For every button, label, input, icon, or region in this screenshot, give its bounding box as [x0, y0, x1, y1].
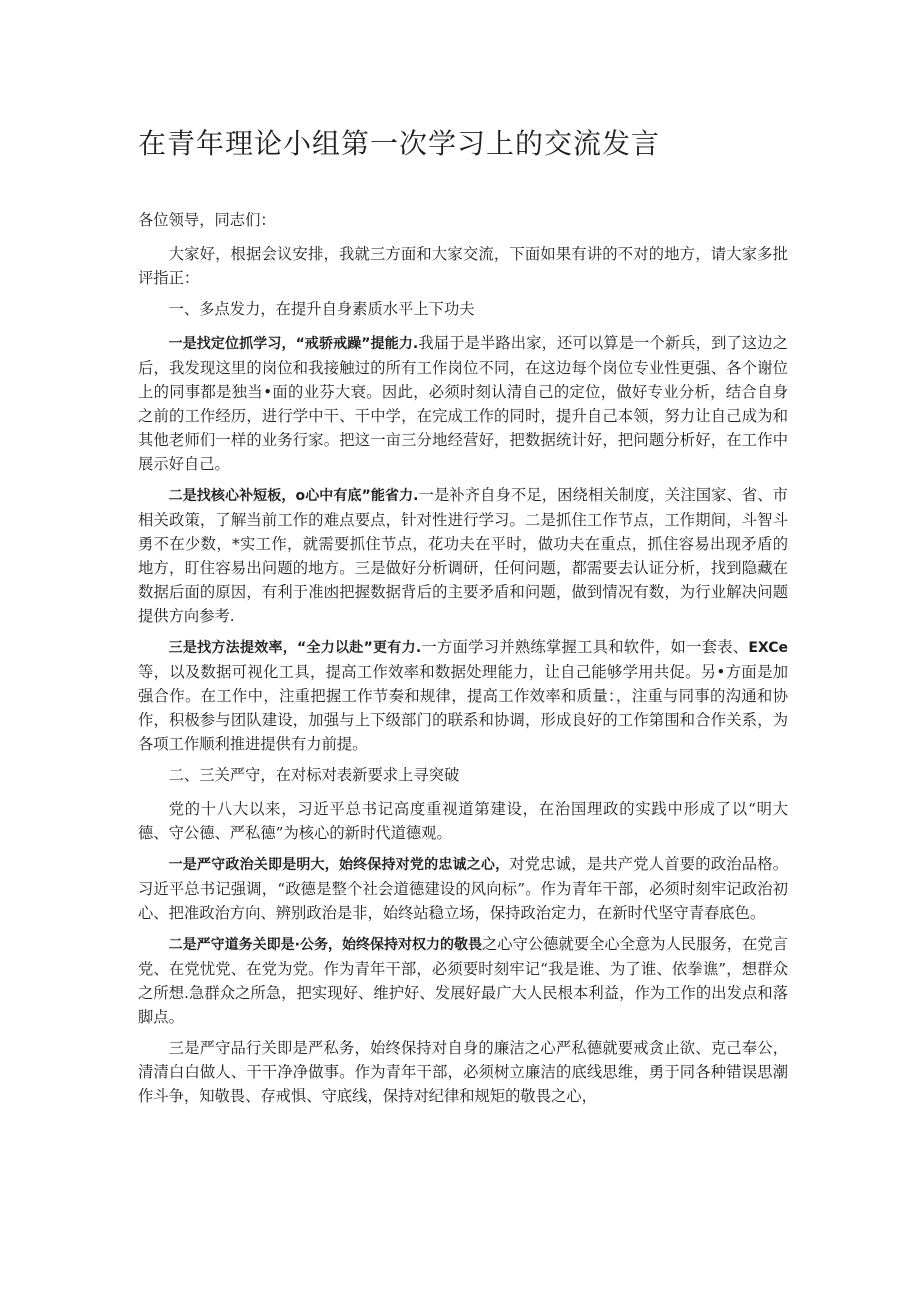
- paragraph-6-lead: 二是严守道务关即是·公务，始终保持对权力的敬畏: [168, 937, 482, 953]
- paragraph-7: 三是严守品行关即是严私务，始终保持对自身的廉洁之心严私德就要戒贪止欲、克己奉公，清清白白做人、干干净净做事。作为青年干部，必须树立廉洁的底线思维，勇于同各种错误思潮作斗争，知敬畏、存戒惧、守底线，保持对纪律和规矩的敬畏之心，: [138, 1039, 788, 1105]
- document-body: [138, 208, 788, 1115]
- paragraph-5-text: 对党忠诚，是共产党人首要的政治品格。习近平总书记强调，“政德是整个社会道德建设的风向标”。作为青年干部，必须时刻牢记政治初心、把准政治方向、辨别政治是非，始终站稳立场，保持政治定力，在新时代坚守青春底色。: [138, 855, 788, 922]
- paragraph-3-text-b: 等，以及数据可视化工具，提高工作效率和数据处理能力，让自己能够学用共促。另•方面是加强合作。在工作中，注重把握工作节奏和规律，提高工作效率和质量：，注重与同事的沟通和协作，积极参与团队建设，加强与上下级部门的联系和协调，形成良好的工作第围和合作关系，为各项工作顺利推进提供有力前提。: [138, 663, 788, 753]
- paragraph-2-lead: 二是找核心补短板，o心中有底”能省力.: [168, 488, 419, 504]
- paragraph-6-text: 之心守公德就要全心全意为人民服务，在党言党、在党忧党、在党为党。作为青年干部，必须要时刻牢记“我是谁、为了谁、依拳谯”，想群众之所想.急群众之所急，把实现好、维护好、发展好最广大人民根本利益，作为工作的出发点和落脚点。: [138, 935, 788, 1026]
- document-title: 在青年理论小组第一次学习上的交流发言: [138, 127, 661, 160]
- paragraph-2: [138, 483, 788, 628]
- paragraph-5: [138, 852, 788, 925]
- paragraph-3: [138, 635, 788, 756]
- intro-paragraph: 大家好，根据会议安排，我就三方面和大家交流，下面如果有讲的不对的地方，请大家多批评指正：: [138, 245, 788, 287]
- paragraph-3-lead: 三是找方法提效率，“全力以赴”更有力.: [168, 640, 422, 656]
- section-1-heading: 一、多点发力，在提升自身素质水平上下功夫: [168, 300, 475, 318]
- paragraph-3-text-a: 一方面学习并熟练掌握工具和软件，如一套表、: [421, 638, 749, 656]
- section-2-heading: 二、三关严守，在对标对表新要求上寻突破: [168, 766, 460, 784]
- paragraph-2-text: 一是补齐自身不足，困绕相关制度，关注国家、省、市相关政策，了解当前工作的难点要点，针对性进行学习。二是抓住工作节点，工作期间，斗智斗勇不在少数，*实工作，就需要抓住节点，花功夫在平时，做功夫在重点，抓住容易出现矛盾的地方，盯住容易出问题的地方。三是做好分析调研，任何问题，都需要去认证分析，找到隐藏在数据后面的原因，有利于准凼把握数据背后的主要矛盾和问题，做到情况有数，为行业解决问题提供方向参考.: [138, 486, 788, 625]
- paragraph-1: [138, 331, 788, 476]
- salutation: 各位领导，同志们：: [138, 211, 276, 229]
- paragraph-4: 党的十八大以来，习近平总书记高度重视道第建设，在治国理政的实践中形成了以“明大德、守公德、严私德”为核心的新时代道德观。: [138, 800, 788, 842]
- paragraph-6: [138, 932, 788, 1029]
- paragraph-1-lead: 一是找定位抓学习，“戒骄戒躁”提能力.: [168, 336, 419, 352]
- paragraph-5-lead: 一是严守政治关即是明大，始终保持对党的忠诚之心，: [168, 857, 510, 873]
- paragraph-3-excel: EXCe: [748, 640, 788, 656]
- paragraph-1-text: 我届于是半路出家，还可以算是一个新兵，到了这边之后，我发现这里的岗位和我接触过的所有工作岗位不同，在这边每个岗位专业性更强、各个谢位上的同事都是独当•面的业芬大衰。因此，必须时刻认清自己的定位，做好专业分析，结合自身之前的工作经历，进行学中干、干中学，在完成工作的同时，提升自己本领，努力让自己成为和其他老师们一样的业务行家。把这一亩三分地经营好，把数据统计好，把问题分析好，在工作中展示好自己。: [138, 334, 788, 473]
